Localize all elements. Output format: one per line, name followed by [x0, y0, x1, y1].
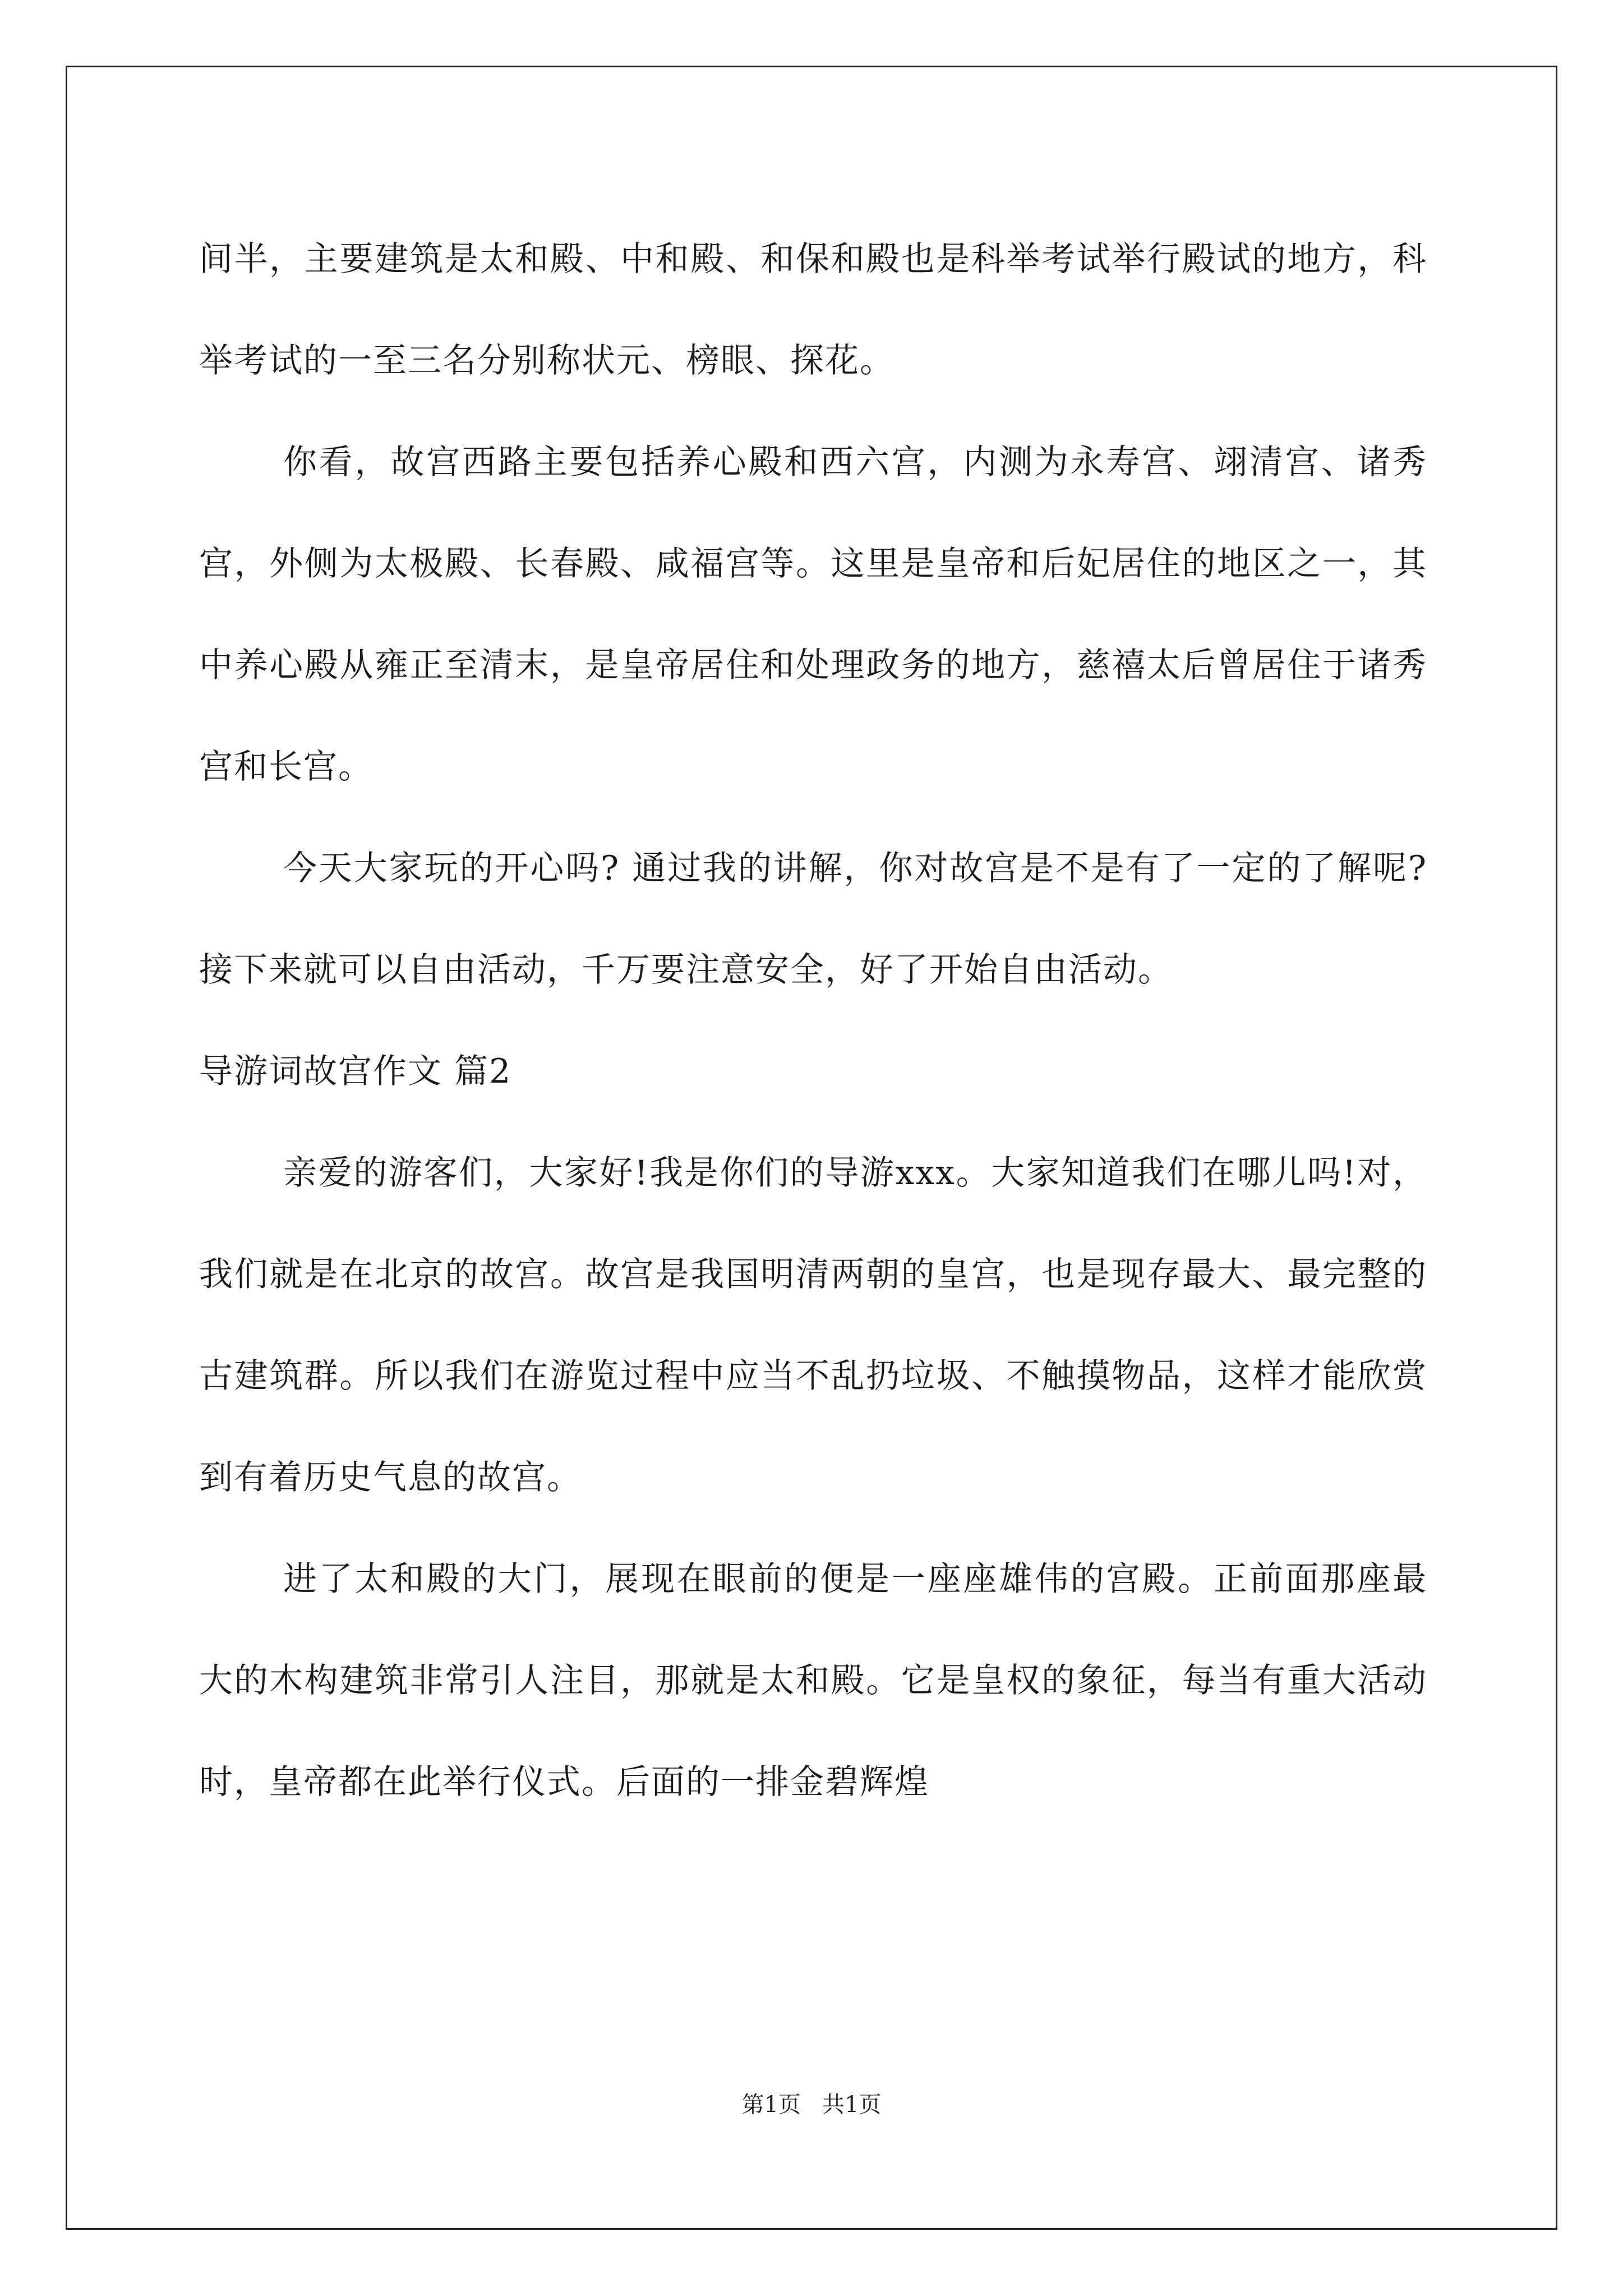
page-number-footer: 第1页 共1页 — [741, 2092, 882, 2118]
document-body — [199, 209, 1427, 1833]
paragraph-taihe-hall: 进了太和殿的大门，展现在眼前的便是一座座雄伟的宫殿。正前面那座最大的木构建筑非常引人注目，那就是太和殿。它是皇权的象征，每当有重大活动时，皇帝都在此举行仪式。后面的一排金碧辉煌 — [199, 1559, 1427, 1802]
section-heading: 导游词故宫作文 篇2 — [199, 1052, 512, 1091]
paragraph-greeting: 亲爱的游客们，大家好!我是你们的导游xxx。大家知道我们在哪儿吗!对，我们就是在北京的故宫。故宫是我国明清两朝的皇宫，也是现存最大、最完整的古建筑群。所以我们在游览过程中应当不乱扔垃圾、不触摸物品，这样才能欣赏到有着历史气息的故宫。 — [199, 1153, 1427, 1497]
paragraph-west-route: 你看，故宫西路主要包括养心殿和西六宫，内测为永寿宫、翊清宫、诸秀宫，外侧为太极殿、长春殿、咸福宫等。这里是皇帝和后妃居住的地区之一，其中养心殿从雍正至清末，是皇帝居住和处理政务的地方，慈禧太后曾居住于诸秀宫和长宫。 — [199, 443, 1427, 786]
paragraph-closing: 今天大家玩的开心吗? 通过我的讲解，你对故宫是不是有了一定的了解呢?接下来就可以自由活动，千万要注意安全，好了开始自由活动。 — [199, 849, 1427, 990]
paragraph-continuation: 间半，主要建筑是太和殿、中和殿、和保和殿也是科举考试举行殿试的地方，科举考试的一至三名分别称状元、榜眼、探花。 — [199, 240, 1427, 380]
